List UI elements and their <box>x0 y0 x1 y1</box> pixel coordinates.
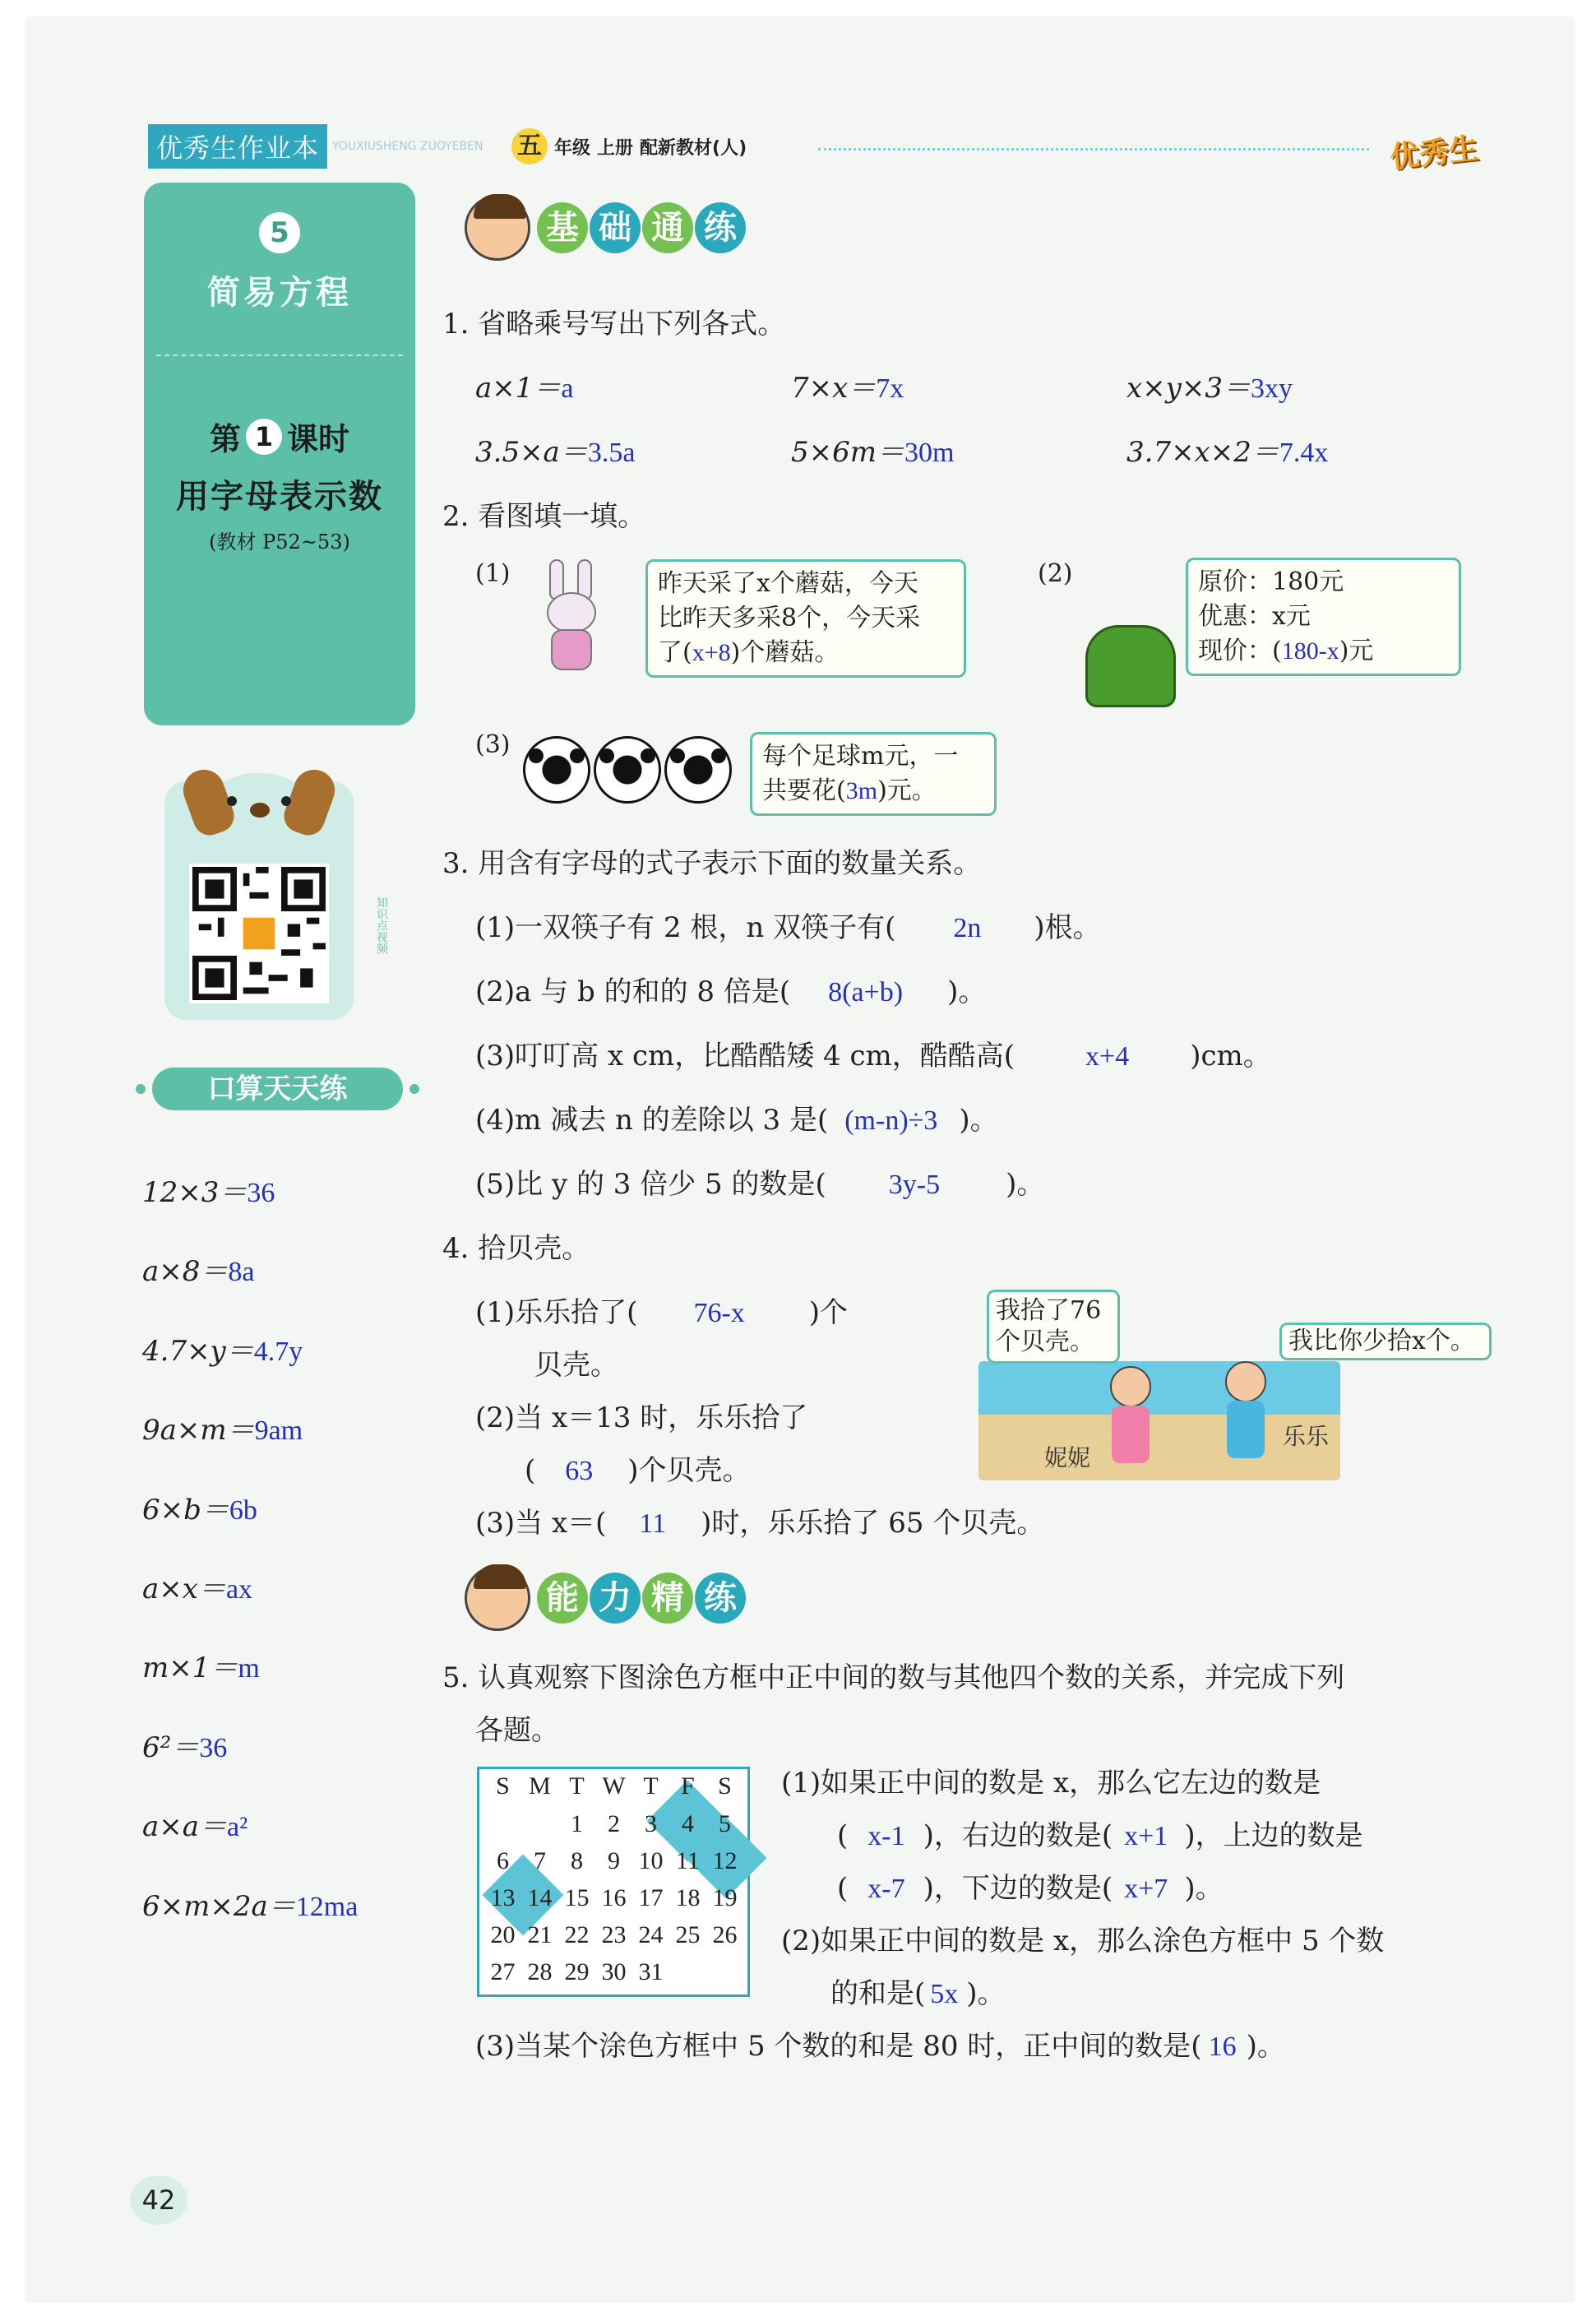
soccer-ball-icon <box>664 736 732 804</box>
oral-item: a×x＝ax <box>142 1572 253 1605</box>
oral-item: 12×3＝36 <box>142 1176 275 1209</box>
oral-item: m×1＝m <box>142 1652 260 1685</box>
brand-logo: 优秀生 <box>1388 132 1481 175</box>
question-1-title: 1. 省略乘号写出下列各式。 <box>442 308 786 341</box>
term-label: 上册 <box>597 137 634 159</box>
boy-name: 乐乐 <box>1283 1423 1330 1450</box>
girl-speech-bubble: 我拾了76 个贝壳。 <box>987 1290 1120 1364</box>
q2-part3-label: (3) <box>475 730 511 759</box>
qr-side-text: 知识点视频 <box>375 896 388 954</box>
textbook-reference: (教材 P52~53) <box>209 530 350 554</box>
qr-card <box>164 781 354 1020</box>
q4-part2-line1: (2)当 x＝13 时，乐乐拾了 <box>475 1401 808 1434</box>
q1-item: a×1＝a <box>475 372 574 405</box>
page-number: 42 <box>130 2175 187 2225</box>
q5-part2-line1: (2)如果正中间的数是 x，那么涂色方框中 5 个数 <box>781 1925 1385 1957</box>
header-divider <box>818 148 1369 151</box>
boy-icon <box>1217 1361 1274 1468</box>
calendar-row: 1 2 3 4 5 <box>571 1810 731 1837</box>
calendar-row: 20 21 22 23 24 25 26 <box>490 1921 738 1948</box>
boy-reading-icon <box>465 195 530 261</box>
panel-divider <box>156 354 403 356</box>
girl-reading-icon <box>465 1565 530 1631</box>
series-name: 优秀生作业本 <box>148 124 327 169</box>
q3-item: (3)叮叮高 x cm，比酷酷矮 4 cm，酷酷高( x+4 )cm。 <box>475 1040 1271 1072</box>
question-3-title: 3. 用含有字母的式子表示下面的数量关系。 <box>442 847 982 880</box>
q1-item: 7×x＝7x <box>791 372 904 405</box>
question-4-title: 4. 拾贝壳。 <box>442 1232 590 1265</box>
lesson-label <box>144 414 415 459</box>
q1-item: 3.5×a＝3.5a <box>475 436 636 469</box>
question-5-title-line1: 5. 认真观察下图涂色方框中正中间的数与其他四个数的关系，并完成下列 <box>442 1661 1345 1694</box>
unit-number: 5 <box>259 212 300 253</box>
q2-part2-bubble: 原价：180元 优惠：x元 现价：(180-x)元 <box>1186 558 1461 676</box>
oral-item: 6²＝36 <box>142 1730 228 1764</box>
rabbit-icon <box>534 559 608 674</box>
beach-illustration <box>978 1361 1340 1480</box>
q4-part2-line2: ( 63 )个贝壳。 <box>525 1454 751 1487</box>
oral-practice-banner: 口算天天练 <box>152 1068 403 1110</box>
lesson-title: 用字母表示数 <box>176 478 383 516</box>
backpack-icon <box>1085 625 1176 707</box>
calendar-row: 6 7 8 9 10 11 12 <box>497 1847 738 1874</box>
qr-code-icon[interactable] <box>189 864 329 1003</box>
calendar <box>477 1767 750 1997</box>
calendar-row: 13 14 15 16 17 18 19 <box>490 1884 738 1911</box>
grade-badge: 五 <box>511 128 548 164</box>
oral-item: a×8＝8a <box>142 1255 255 1289</box>
q5-part3: (3)当某个涂色方框中 5 个数的和是 80 时，正中间的数是( 16 )。 <box>475 2030 1285 2063</box>
oral-item: 6×m×2a＝12ma <box>142 1889 359 1923</box>
question-2-title: 2. 看图填一填。 <box>442 500 646 533</box>
basic-practice-header: 基 础 通 练 <box>465 183 746 273</box>
edition-label: 配新教材(人) <box>640 137 747 159</box>
q1-item: x×y×3＝3xy <box>1126 372 1293 405</box>
calendar-header-row: S M T W T F S <box>496 1772 732 1800</box>
ability-practice-header: 能 力 精 练 <box>465 1553 746 1643</box>
lesson-suffix: 课时 <box>287 421 350 457</box>
lesson-panel <box>144 183 415 725</box>
soccer-ball-icon <box>523 736 590 804</box>
q3-item: (4)m 减去 n 的差除以 3 是( (m-n)÷3 )。 <box>475 1104 998 1137</box>
oral-item: a×a＝a² <box>142 1810 248 1844</box>
q3-item: (5)比 y 的 3 倍少 5 的数是( 3y-5 )。 <box>475 1168 1045 1201</box>
q3-item: (1)一双筷子有 2 根，n 双筷子有( 2n )根。 <box>475 911 1101 944</box>
oral-practice-list <box>142 1168 358 1961</box>
q5-part2-line2: 的和是( 5x )。 <box>830 1977 1006 2010</box>
q5-part1-line2: ( x-1 )，右边的数是( x+1 )，上边的数是 <box>837 1819 1363 1852</box>
oral-item: 4.7×y＝4.7y <box>142 1334 303 1368</box>
q4-part3: (3)当 x＝( 11 )时，乐乐拾了 65 个贝壳。 <box>475 1507 1045 1540</box>
q1-item: 5×6m＝30m <box>791 436 955 469</box>
unit-title: 简易方程 <box>207 274 352 312</box>
girl-icon <box>1102 1366 1159 1473</box>
dog-icon <box>197 773 321 847</box>
page-header <box>148 125 747 168</box>
question-5-title-line2: 各题。 <box>475 1714 559 1747</box>
q4-part1: (1)乐乐拾了( 76-x )个 <box>475 1296 849 1329</box>
q2-part3-bubble: 每个足球m元，一 共要花(3m)元。 <box>750 732 997 816</box>
girl-name: 妮妮 <box>1044 1444 1091 1471</box>
lesson-prefix: 第 <box>209 421 241 457</box>
calendar-row: 27 28 29 30 31 <box>490 1958 664 1985</box>
oral-item: 9a×m＝9am <box>142 1414 303 1448</box>
q5-part1-line3: ( x-7 )，下边的数是( x+7 )。 <box>837 1872 1224 1905</box>
q5-part1-line1: (1)如果正中间的数是 x，那么它左边的数是 <box>781 1767 1321 1800</box>
q2-part2-label: (2) <box>1038 559 1073 588</box>
series-pinyin: YOUXIUSHENG ZUOYEBEN <box>332 140 483 153</box>
q2-part1-label: (1) <box>475 559 511 588</box>
q3-item: (2)a 与 b 的和的 8 倍是( 8(a+b) )。 <box>475 975 987 1008</box>
q2-part1-bubble: 昨天采了x个蘑菇，今天 比昨天多采8个，今天采 了(x+8)个蘑菇。 <box>645 559 966 678</box>
grade-suffix: 年级 <box>554 137 591 159</box>
soccer-ball-icon <box>594 736 661 804</box>
oral-item: 6×b＝6b <box>142 1493 257 1526</box>
boy-speech-bubble: 我比你少拾x个。 <box>1279 1323 1492 1360</box>
q1-item: 3.7×x×2＝7.4x <box>1126 436 1329 469</box>
lesson-number: 1 <box>246 419 282 455</box>
q4-part1-line2: 贝壳。 <box>534 1349 618 1382</box>
